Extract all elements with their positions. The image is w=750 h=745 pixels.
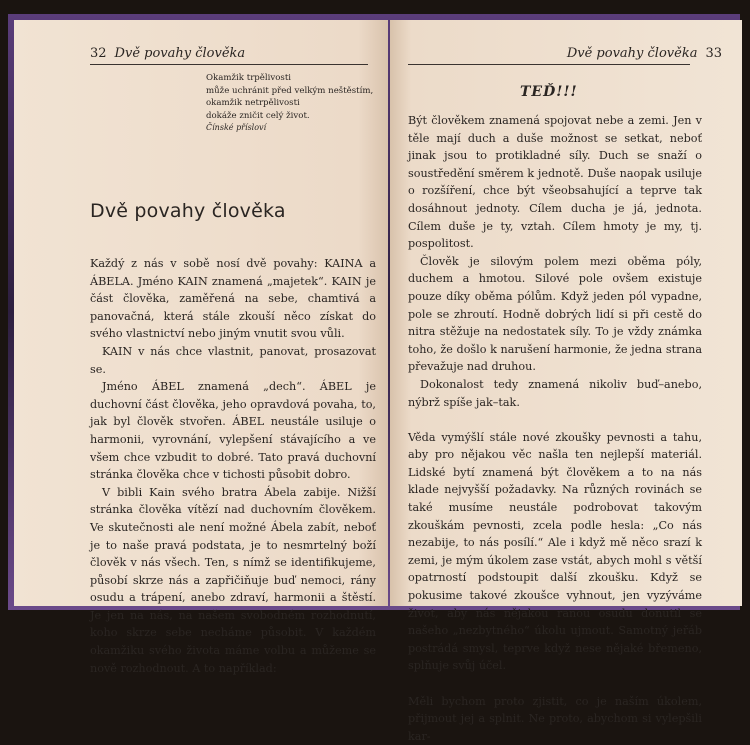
chapter-title: Dvě povahy člověka xyxy=(90,200,286,222)
left-body-text xyxy=(90,255,376,677)
left-header-rule xyxy=(90,64,368,65)
paragraph: Být člověkem znamená spojovat nebe a zemi. Jen v těle mají duch a duše možnost se setkat, neboť jinak jsou to protikladné síly. Duch se snaží o soustředění směrem k jednotě. Duše naopak usiluje o rozšíření, chce být všeobsahující a teprve tak dosáhnout jednoty. Cílem ducha je já, jednota. Cílem duše je ty, vztah. Cílem hmoty je my, tj. pospolitost. xyxy=(408,114,702,251)
epigraph-line: Okamžik trpělivosti xyxy=(206,73,292,83)
paragraph: Věda vymýšlí stále nové zkoušky pevnosti a tahu, aby pro nějakou věc našla ten nejlepší materiál. Lidské bytí znamená být člověkem a to na nás klade nejvyšší požadavky. Na různých rovinách se také musíme neustále podrobovat takovým zkouškám pevnosti, zcela podle hesla: „Co nás nezabije, to nás posílí.“ Ale i když mě něco srazí k zemi, je mým úkolem zase vstát, abych mohl s větší opatrností podstoupit další zkoušku. Když se pokusime takové zkoušce vyhnout, jen vyzýváme život, aby nás nějakou ranou osudu donutil se našeho „nezbytného“ úkolu ujmout. Samotný jeřáb postrádá smysl, teprve když nese nějaké břemeno, splňuje svůj účel. xyxy=(408,430,702,673)
right-page xyxy=(390,20,742,743)
left-running-head-title: Dvě povahy člověka xyxy=(114,46,246,61)
right-header-rule xyxy=(408,64,690,65)
right-running-head-title: Dvě povahy člověka xyxy=(566,46,698,61)
epigraph xyxy=(206,72,386,135)
right-running-head xyxy=(567,46,722,61)
paragraph: Jméno ÁBEL znamená „dech“. ÁBEL je duchovní část člověka, jeho opravdová povaha, to, jak byl člověk stvořen. ÁBEL neustále usiluje o harmonii, vyrovnání, vylepšení stávajícího a ve všem chce vzbudit to dobré. Tato pravá duchovní stránka člověka chce v tichosti působit dobro. xyxy=(90,380,376,482)
epigraph-line: okamžik netrpělivosti xyxy=(206,98,300,108)
left-page-number: 32 xyxy=(90,46,107,61)
paragraph: Každý z nás v sobě nosí dvě povahy: KAINA a ÁBELA. Jméno KAIN znamená „majetek“. KAIN je část člověka, zaměřená na sebe, chamtivá a panovačná, která stále zkouší něco získat do svého vlastnictví nebo jiným vnutit svou vůli. xyxy=(90,257,376,341)
section-title: TEĎ!!! xyxy=(520,84,578,100)
paragraph: Dokonalost tedy znamená nikoliv buď–anebo, nýbrž spíše jak–tak. xyxy=(408,377,702,409)
epigraph-source: Čínské přísloví xyxy=(206,123,267,132)
paragraph: Měli bychom proto zjistit, co je naším úkolem, přijmout jej a splnit. Ne proto, abychom si vylepšili kar- xyxy=(408,694,702,743)
paragraph: V bibli Kain svého bratra Ábela zabije. Nižší stránka člověka vítězí nad duchovním člověkem. Ve skutečnosti ale není možné Ábela zabít, neboť je to naše pravá podstata, je to nesmrtelný boží člověk v nás všech. Ten, s nímž se identifikujeme, působí skrze nás a zapřičiňuje buď nemoci, rány osudu a trápení, anebo zdraví, harmonii a štěstí. Je jen na nás, na našem svobodném rozhodnutí, koho skrze sebe necháme působit. V každém okamžiku svého života máme volbu a můžeme se nově rozhodnout. A to například: xyxy=(90,485,376,675)
paragraph: KAIN v nás chce vlastnit, panovat, prosazovat se. xyxy=(90,344,376,376)
right-body-text xyxy=(408,112,702,745)
epigraph-line: může uchránit před velkým neštěstím, xyxy=(206,85,374,96)
epigraph-line: dokáže zničit celý život. xyxy=(206,110,310,121)
left-running-head xyxy=(90,46,245,61)
right-page-number: 33 xyxy=(705,46,722,61)
paragraph: Člověk je silovým polem mezi oběma póly, duchem a hmotou. Silové pole ovšem existuje pouze díky oběma pólům. Když jeden pól vypadne, pole se zhroutí. Hodně dobrých lidí si při cestě do nitra stěžuje na nedostatek síly. To je vždy známka toho, že došlo k narušení harmonie, že jedna strana převažuje nad druhou. xyxy=(408,254,702,374)
left-page xyxy=(14,20,388,675)
